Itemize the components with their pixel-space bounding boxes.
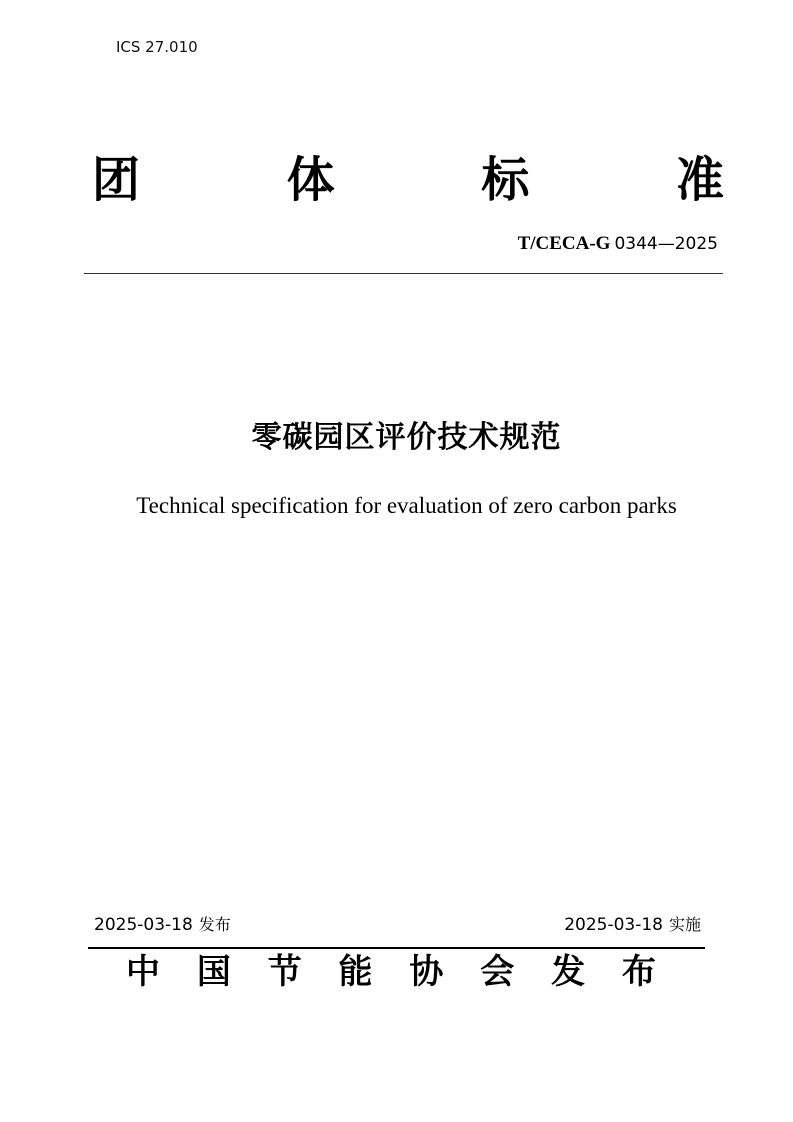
heading-char: 准 bbox=[675, 152, 724, 208]
ics-code: ICS 27.010 bbox=[116, 38, 198, 56]
heading-char: 体 bbox=[286, 152, 335, 208]
issue-date bbox=[94, 912, 231, 935]
implement-date bbox=[564, 912, 701, 935]
publisher-char: 节 bbox=[267, 952, 302, 992]
document-type-heading bbox=[92, 150, 724, 210]
publisher-char: 布 bbox=[621, 952, 656, 992]
publisher-char: 协 bbox=[409, 952, 444, 992]
header-divider bbox=[84, 273, 723, 274]
publisher-char: 会 bbox=[480, 952, 515, 992]
publisher-char: 国 bbox=[196, 952, 231, 992]
publisher-line bbox=[126, 950, 656, 995]
standard-code: 0344—2025 bbox=[614, 234, 718, 254]
standard-number bbox=[518, 233, 718, 255]
heading-char: 标 bbox=[481, 152, 530, 208]
footer-divider bbox=[88, 947, 705, 949]
publisher-char: 中 bbox=[126, 952, 160, 992]
issue-date-label: 发布 bbox=[198, 915, 231, 934]
publisher-char: 发 bbox=[551, 952, 586, 992]
issue-date-value: 2025-03-18 bbox=[94, 915, 193, 935]
heading-char: 团 bbox=[92, 152, 141, 208]
document-title-cn: 零碳园区评价技术规范 bbox=[251, 420, 562, 455]
standard-prefix: T/CECA-G bbox=[517, 233, 611, 254]
document-title-en: Technical specification for evaluation of zero carbon parks bbox=[136, 493, 677, 518]
implement-date-value: 2025-03-18 bbox=[564, 915, 663, 935]
implement-date-label: 实施 bbox=[668, 915, 701, 934]
publisher-char: 能 bbox=[338, 952, 373, 992]
